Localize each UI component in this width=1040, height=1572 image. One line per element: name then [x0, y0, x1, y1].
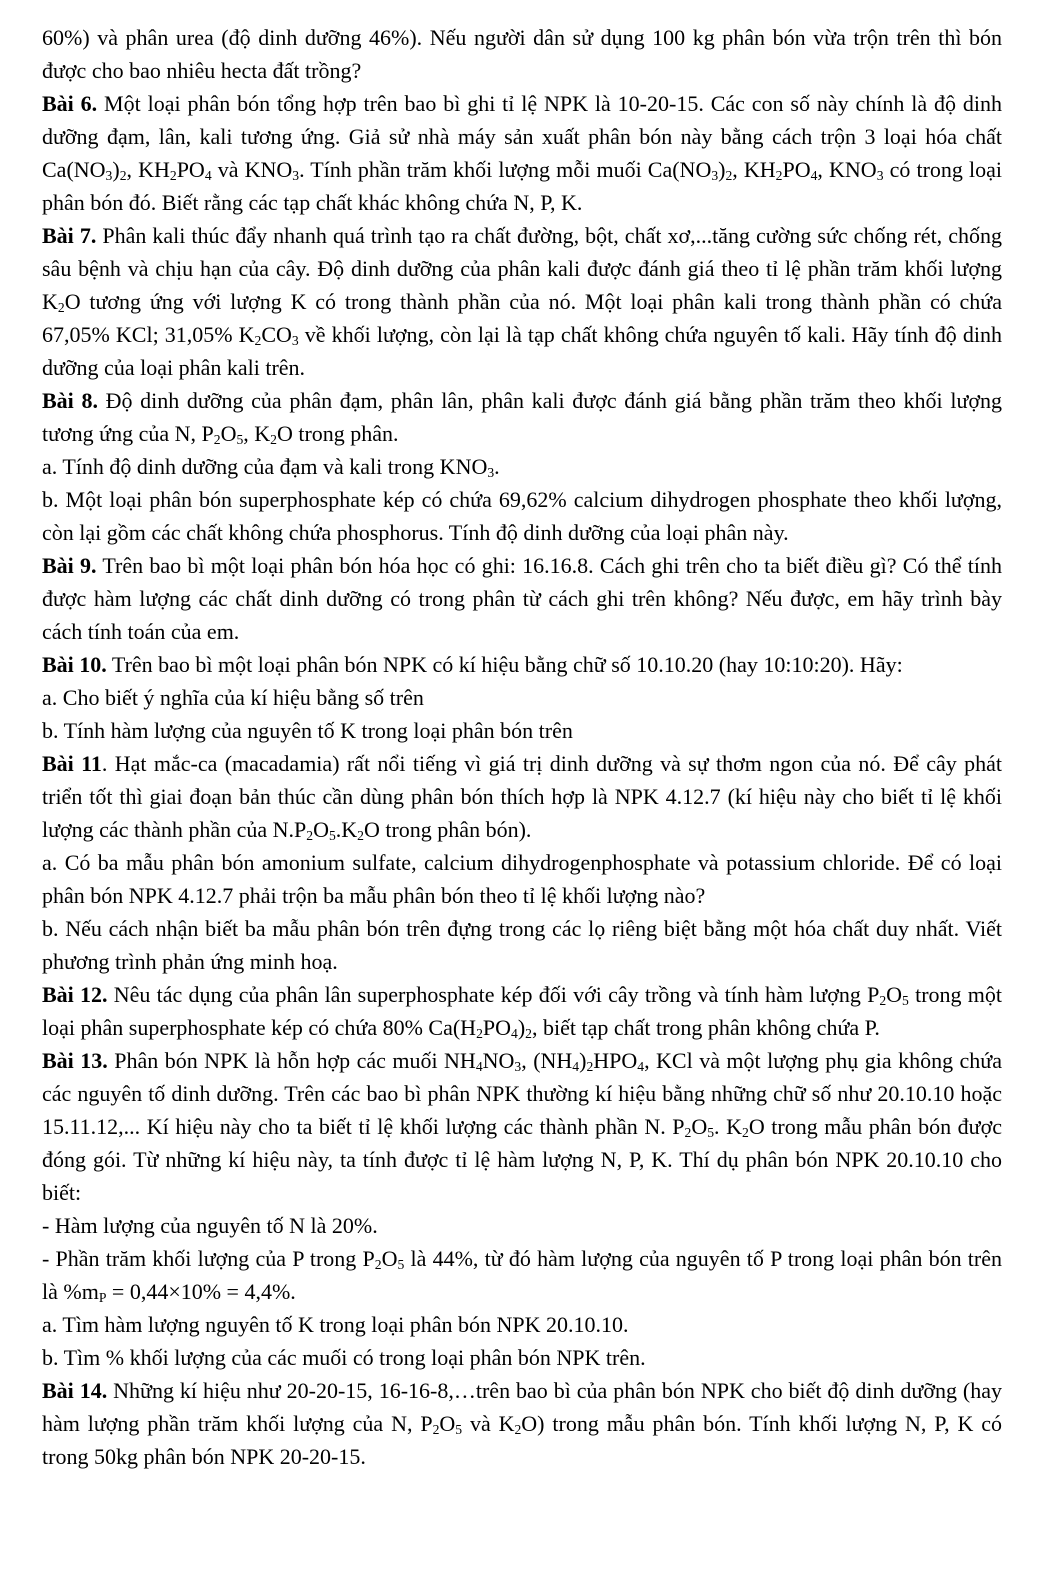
- subscript-run: 4: [204, 168, 212, 183]
- text-run: , K: [243, 421, 271, 446]
- text-run: .: [494, 454, 500, 479]
- text-run: b. Nếu cách nhận biết ba mẫu phân bón trên đựng trong các lọ riêng biệt bằng một hóa chất duy nhất. Viết phương trình phản ứng minh hoạ.: [42, 916, 1002, 974]
- exercise-label: Bài 14.: [42, 1378, 108, 1403]
- text-run: về khối lượng, còn lại là tạp chất không chứa nguyên tố kali. Hãy tính độ dinh dưỡng của loại phân kali trên.: [42, 322, 1002, 380]
- subscript-run: 2: [775, 168, 783, 183]
- subscript-run: 3: [487, 465, 495, 480]
- text-run: HPO: [593, 1048, 638, 1073]
- text-run: Một loại phân bón tổng hợp trên bao bì ghi tỉ lệ NPK là 10-20-15. Các con số này chính là độ dinh dưỡng đạm, lân, kali tương ứng. Giả sử nhà máy sản xuất phân bón này bằng cách trộn 3 loại hóa chất Ca(NO: [42, 91, 1002, 182]
- paragraph-continuation-exercise-5: [42, 21, 1002, 87]
- text-run: O tương ứng với lượng K có trong thành phần của nó. Một loại phân kali trong thành phần có chứa 67,05% KCl; 31,05% K: [42, 289, 1002, 347]
- exercise-13-part-b: [42, 1341, 1002, 1374]
- text-run: , KCl và một lượng phụ gia không chứa các nguyên tố dinh dưỡng. Trên các bao bì phân NPK thường kí hiệu bằng những chữ số như 20.10.10 hoặc 15.11.12,... Kí hiệu này cho ta biết tỉ lệ khối lượng các thành phần N. P: [42, 1048, 1002, 1139]
- subscript-run: 3: [292, 168, 300, 183]
- text-run: , (NH: [521, 1048, 573, 1073]
- exercise-label: Bài 7.: [42, 223, 97, 248]
- text-run: Trên bao bì một loại phân bón hóa học có ghi: 16.16.8. Cách ghi trên cho ta biết điều gì? Có thể tính được hàm lượng các chất dinh dưỡng có trong phân từ cách ghi trên không? Nếu được, em hãy trình bày cách tính toán của em.: [42, 553, 1002, 644]
- subscript-run: 4: [511, 1026, 518, 1041]
- text-run: . K: [714, 1114, 743, 1139]
- exercise-label: Bài 12.: [42, 982, 108, 1007]
- text-run: b. Tính hàm lượng của nguyên tố K trong loại phân bón trên: [42, 718, 573, 743]
- text-run: a. Tính độ dinh dưỡng của đạm và kali trong KNO: [42, 454, 488, 479]
- subscript-run: 5: [236, 432, 244, 447]
- exercise-13-part-a: [42, 1308, 1002, 1341]
- text-run: ): [517, 1015, 526, 1040]
- text-run: và KNO: [211, 157, 293, 182]
- exercise-10-part-b: [42, 714, 1002, 747]
- subscript-run: 2: [169, 168, 177, 183]
- subscript-run: 4: [810, 168, 818, 183]
- text-run: O: [381, 1246, 398, 1271]
- text-run: . Tính phần trăm khối lượng mỗi muối Ca(NO: [299, 157, 712, 182]
- text-run: , KH: [732, 157, 776, 182]
- subscript-run: 2: [213, 432, 221, 447]
- text-run: Nêu tác dụng của phân lân superphosphate kép đối với cây trồng và tính hàm lượng P: [107, 982, 880, 1007]
- exercise-8-part-a: [42, 450, 1002, 483]
- exercise-11-part-a: [42, 846, 1002, 912]
- subscript-run: 3: [291, 333, 299, 348]
- subscript-run: 2: [432, 1422, 440, 1437]
- text-run: PO: [482, 1015, 512, 1040]
- text-run: và K: [462, 1411, 515, 1436]
- text-run: có trong loại phân bón đó. Biết rằng các tạp chất khác không chứa N, P, K.: [42, 157, 1002, 215]
- subscript-run: 3: [105, 168, 113, 183]
- text-run: - Phần trăm khối lượng của P trong P: [42, 1246, 375, 1271]
- subscript-run: 2: [586, 1059, 594, 1074]
- exercise-13-note-n: [42, 1209, 1002, 1242]
- exercise-7: [42, 219, 1002, 384]
- exercise-13: [42, 1044, 1002, 1209]
- text-run: .K: [335, 817, 358, 842]
- text-run: b. Tìm % khối lượng của các muối có trong loại phân bón NPK trên.: [42, 1345, 646, 1370]
- subscript-run: 2: [725, 168, 733, 183]
- text-run: Những kí hiệu như 20-20-15, 16-16-8,…trên bao bì của phân bón NPK cho biết độ dinh dưỡng (hay hàm lượng phần trăm khối lượng của N, P: [42, 1378, 1002, 1436]
- exercise-12: [42, 978, 1002, 1044]
- text-run: O) trong mẫu phân bón. Tính khối lượng N, P, K có trong 50kg phân bón NPK 20-20-15.: [42, 1411, 1002, 1469]
- subscript-run: 2: [374, 1257, 382, 1272]
- text-run: O: [691, 1114, 708, 1139]
- exercise-11: [42, 747, 1002, 846]
- text-run: O: [313, 817, 329, 842]
- text-run: , KH: [126, 157, 170, 182]
- text-run: Phân kali thúc đẩy nhanh quá trình tạo ra chất đường, bột, chất xơ,...tăng cường sức chống rét, chống sâu bệnh và chịu hạn của cây. Độ dinh dưỡng của phân kali được đánh giá theo tỉ lệ phần trăm khối lượng K: [42, 223, 1002, 314]
- exercise-label: Bài 6.: [42, 91, 98, 116]
- subscript-run: 2: [254, 333, 262, 348]
- text-run: PO: [176, 157, 205, 182]
- text-run: = 0,44×10% = 4,4%.: [106, 1279, 296, 1304]
- subscript-run: P: [98, 1290, 107, 1305]
- text-run: - Hàm lượng của nguyên tố N là 20%.: [42, 1213, 378, 1238]
- exercise-label: Bài 10.: [42, 652, 107, 677]
- text-run: NO: [482, 1048, 515, 1073]
- subscript-run: 4: [637, 1059, 645, 1074]
- text-run: , KNO: [817, 157, 877, 182]
- subscript-run: 2: [306, 828, 314, 843]
- text-run: ): [112, 157, 120, 182]
- exercise-11-part-b: [42, 912, 1002, 978]
- subscript-run: 3: [514, 1059, 522, 1074]
- subscript-run: 4: [475, 1059, 483, 1074]
- subscript-run: 2: [270, 432, 277, 447]
- exercise-label: Bài 13.: [42, 1048, 108, 1073]
- subscript-run: 5: [707, 1125, 715, 1140]
- subscript-run: 3: [711, 168, 719, 183]
- exercise-9: [42, 549, 1002, 648]
- text-run: Trên bao bì một loại phân bón NPK có kí hiệu bằng chữ số 10.10.20 (hay 10:10:20). Hãy:: [106, 652, 903, 677]
- subscript-run: 2: [684, 1125, 692, 1140]
- subscript-run: 5: [328, 828, 336, 843]
- exercise-label: Bài 8.: [42, 388, 98, 413]
- text-run: O: [439, 1411, 456, 1436]
- exercise-label: Bài 11: [42, 751, 102, 776]
- text-run: O trong phân.: [276, 421, 399, 446]
- text-run: O trong mẫu phân bón được đóng gói. Từ những kí hiệu này, ta tính được tỉ lệ hàm lượng N, P, K. Thí dụ phân bón NPK 20.10.10 cho biết:: [42, 1114, 1002, 1205]
- subscript-run: 2: [119, 168, 127, 183]
- text-run: . Hạt mắc-ca (macadamia) rất nổi tiếng vì giá trị dinh dưỡng và sự thơm ngon của nó. Để cây phát triển tốt thì giai đoạn bản thúc cần dùng phân bón thích hợp là NPK 4.12.7 (kí hiệu này cho biết tỉ lệ khối lượng các thành phần của N.P: [42, 751, 1002, 842]
- subscript-run: 2: [879, 993, 887, 1008]
- text-run: O trong phân bón).: [363, 817, 532, 842]
- text-run: PO: [782, 157, 811, 182]
- text-run: CO: [261, 322, 292, 347]
- text-run: a. Có ba mẫu phân bón amonium sulfate, calcium dihydrogenphosphate và potassium chloride. Để có loại phân bón NPK 4.12.7 phải trộn ba mẫu phân bón theo tỉ lệ khối lượng nào?: [42, 850, 1002, 908]
- subscript-run: 5: [455, 1422, 463, 1437]
- document-content: [42, 21, 1002, 1473]
- subscript-run: 2: [476, 1026, 483, 1041]
- subscript-run: 4: [572, 1059, 580, 1074]
- exercise-6: [42, 87, 1002, 219]
- exercise-13-note-p: [42, 1242, 1002, 1308]
- subscript-run: 2: [357, 828, 364, 843]
- exercise-10: [42, 648, 1002, 681]
- subscript-run: 2: [742, 1125, 749, 1140]
- subscript-run: 3: [876, 168, 884, 183]
- exercise-14: [42, 1374, 1002, 1473]
- text-run: ): [718, 157, 726, 182]
- text-run: a. Cho biết ý nghĩa của kí hiệu bằng số trên: [42, 685, 424, 710]
- text-run: a. Tìm hàm lượng nguyên tố K trong loại phân bón NPK 20.10.10.: [42, 1312, 629, 1337]
- text-run: là 44%, từ đó hàm lượng của nguyên tố P trong loại phân bón trên là %m: [42, 1246, 1002, 1304]
- subscript-run: 5: [397, 1257, 405, 1272]
- subscript-run: 2: [525, 1026, 532, 1041]
- exercise-10-part-a: [42, 681, 1002, 714]
- text-run: O: [220, 421, 237, 446]
- exercise-8: [42, 384, 1002, 450]
- text-run: O: [886, 982, 903, 1007]
- exercise-label: Bài 9.: [42, 553, 97, 578]
- exercise-8-part-b: [42, 483, 1002, 549]
- text-run: Phân bón NPK là hỗn hợp các muối NH: [107, 1048, 476, 1073]
- subscript-run: 2: [57, 300, 65, 315]
- subscript-run: 2: [514, 1422, 522, 1437]
- text-run: Độ dinh dưỡng của phân đạm, phân lân, phân kali được đánh giá bằng phần trăm theo khối lượng tương ứng của N, P: [42, 388, 1002, 446]
- text-run: 60%) và phân urea (độ dinh dưỡng 46%). Nếu người dân sử dụng 100 kg phân bón vừa trộn trên thì bón được cho bao nhiêu hecta đất trồng?: [42, 25, 1002, 83]
- text-run: b. Một loại phân bón superphosphate kép có chứa 69,62% calcium dihydrogen phosphate theo khối lượng, còn lại gồm các chất không chứa phosphorus. Tính độ dinh dưỡng của loại phân này.: [42, 487, 1002, 545]
- text-run: ): [579, 1048, 587, 1073]
- text-run: trong một loại phân superphosphate kép có chứa 80% Ca(H: [42, 982, 1002, 1040]
- text-run: , biết tạp chất trong phân không chứa P.: [531, 1015, 880, 1040]
- subscript-run: 5: [902, 993, 909, 1008]
